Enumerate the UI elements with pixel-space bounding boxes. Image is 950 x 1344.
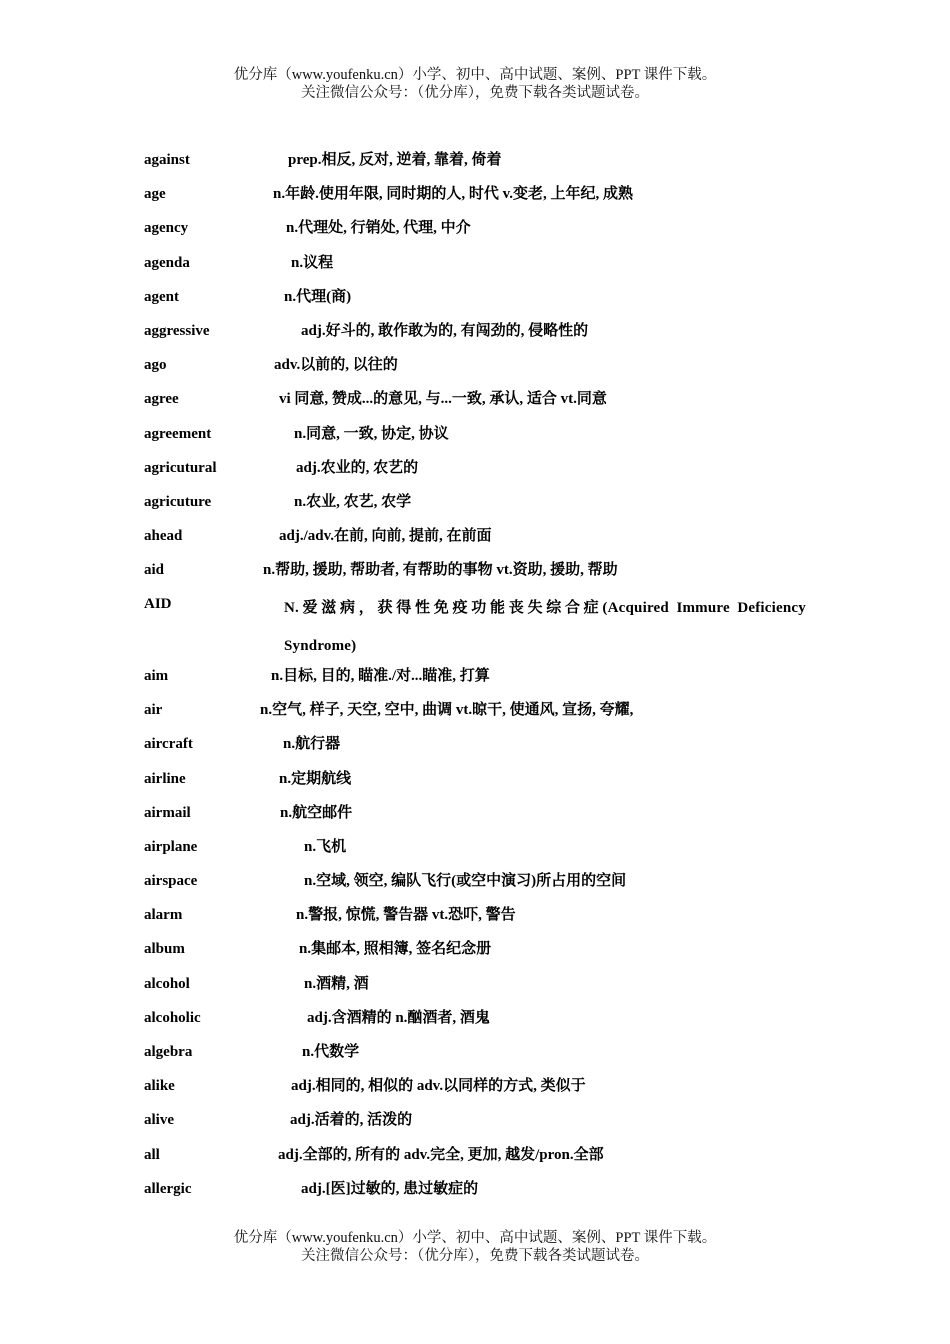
entry-definition: n.航空邮件 [280, 804, 353, 821]
entry-word: agency [144, 220, 189, 237]
entry-word: agricutural [144, 459, 217, 476]
entry-definition: n.代数学 [302, 1044, 360, 1060]
entry-definition: n.代理处, 行销处, 代理, 中介 [286, 220, 471, 237]
entry-definition: adj.全部的, 所有的 adv.完全, 更加, 越发/pron.全部 [278, 1146, 604, 1163]
vocab-entry [144, 662, 824, 696]
vocab-entry [144, 1038, 824, 1072]
entry-definition: n.空域, 领空, 编队飞行(或空中演习)所占用的空间 [304, 873, 627, 890]
entry-word: alcohol [144, 975, 190, 992]
vocab-entry [144, 522, 824, 556]
vocab-entry [144, 833, 824, 867]
entry-definition: n.同意, 一致, 协定, 协议 [294, 425, 449, 442]
page-footer [0, 1229, 950, 1265]
entry-word: aircraft [144, 736, 193, 753]
entry-word: ago [144, 357, 167, 374]
vocabulary-list [144, 146, 824, 1209]
vocab-entry [144, 970, 824, 1004]
vocab-entry [144, 351, 824, 385]
entry-definition: adv.以前的, 以往的 [274, 357, 398, 374]
entry-word: agenda [144, 254, 190, 271]
entry-word: age [144, 186, 166, 203]
entry-word: airspace [144, 873, 198, 890]
entry-definition: n.飞机 [304, 838, 347, 855]
footer-line-2: 关注微信公众号：（优分库），免费下载各类试题试卷。 [301, 1248, 649, 1264]
entry-definition: n.集邮本, 照相簿, 签名纪念册 [299, 941, 492, 958]
vocab-entry [144, 420, 824, 454]
entry-definition: adj.好斗的, 敢作敢为的, 有闯劲的, 侵略性的 [301, 322, 589, 339]
entry-definition: adj./adv.在前, 向前, 提前, 在前面 [279, 528, 492, 545]
entry-word: agent [144, 288, 179, 305]
vocab-entry [144, 385, 824, 419]
vocab-entry [144, 1106, 824, 1140]
vocab-entry [144, 935, 824, 969]
entry-word: allergic [144, 1180, 192, 1197]
entry-word: air [144, 702, 163, 719]
entry-word: airmail [144, 804, 191, 821]
vocab-entry [144, 454, 824, 488]
entry-definition: n.农业, 农艺, 农学 [294, 493, 412, 510]
entry-definition: vi 同意, 赞成...的意见, 与...一致, 承认, 适合 vt.同意 [279, 391, 607, 408]
vocab-entry [144, 146, 824, 180]
entry-definition: adj.相同的, 相似的 adv.以同样的方式, 类似于 [291, 1078, 586, 1095]
vocab-entry [144, 1141, 824, 1175]
vocab-entry [144, 214, 824, 248]
entry-definition: n.警报, 惊慌, 警告器 vt.恐吓, 警告 [296, 907, 516, 924]
entry-definition: adj.[医]过敏的, 患过敏症的 [301, 1180, 479, 1197]
entry-definition: n.议程 [291, 254, 334, 271]
entry-definition: n.帮助, 援助, 帮助者, 有帮助的事物 vt.资助, 援助, 帮助 [263, 562, 618, 579]
entry-word: airline [144, 770, 186, 787]
entry-word: alive [144, 1112, 174, 1129]
vocab-entry [144, 1072, 824, 1106]
entry-word: aim [144, 667, 169, 684]
entry-word: aggressive [144, 322, 210, 339]
vocab-entry [144, 556, 824, 590]
entry-definition: n.目标, 目的, 瞄准./对...瞄准, 打算 [271, 667, 490, 684]
entry-definition: n.酒精, 酒 [304, 975, 369, 992]
entry-definition: n.代理(商) [284, 288, 352, 305]
vocab-entry [144, 249, 824, 283]
page-header [0, 66, 950, 102]
entry-word: ahead [144, 528, 183, 545]
entry-word: aid [144, 562, 165, 579]
entry-definition: prep.相反, 反对, 逆着, 靠着, 倚着 [288, 152, 502, 168]
entry-word: alike [144, 1078, 175, 1095]
footer-line-1: 优分库（www.youfenku.cn）小学、初中、高中试题、案例、PPT 课件下载。 [233, 1230, 717, 1246]
entry-definition: adj.农业的, 农艺的 [296, 459, 419, 476]
entry-word: alarm [144, 907, 183, 924]
header-line-2: 关注微信公众号：（优分库），免费下载各类试题试卷。 [301, 85, 649, 101]
vocab-entry [144, 696, 824, 730]
entry-word: album [144, 941, 185, 958]
vocab-entry [144, 765, 824, 799]
entry-word: airplane [144, 838, 198, 855]
header-line-1: 优分库（www.youfenku.cn）小学、初中、高中试题、案例、PPT 课件下载。 [233, 67, 717, 83]
entry-definition: n.定期航线 [279, 770, 352, 787]
entry-definition: n.航行器 [283, 736, 341, 753]
vocab-entry [144, 730, 824, 764]
entry-definition: N.爱滋病，获得性免疫功能丧失综合症(Acquired Immure Deficiency Syndrome) [284, 600, 806, 654]
entry-word: AID [144, 596, 172, 613]
vocab-entry [144, 488, 824, 522]
entry-word: agreement [144, 425, 212, 442]
entry-definition: n.年龄.使用年限, 同时期的人, 时代 v.变老, 上年纪, 成熟 [273, 186, 634, 203]
entry-word: alcoholic [144, 1009, 201, 1026]
vocab-entry [144, 590, 824, 662]
vocab-entry [144, 799, 824, 833]
entry-definition: adj.含酒精的 n.酗酒者, 酒鬼 [307, 1009, 490, 1026]
entry-word: agree [144, 391, 179, 408]
vocab-entry [144, 180, 824, 214]
vocab-entry [144, 283, 824, 317]
entry-word: agricuture [144, 493, 212, 510]
entry-definition: n.空气, 样子, 天空, 空中, 曲调 vt.晾干, 使通风, 宣扬, 夸耀, [260, 702, 634, 719]
vocab-entry [144, 901, 824, 935]
entry-word: against [144, 152, 190, 168]
vocab-entry [144, 1175, 824, 1209]
entry-word: algebra [144, 1044, 193, 1060]
vocab-entry [144, 867, 824, 901]
entry-word: all [144, 1146, 160, 1163]
vocab-entry [144, 1004, 824, 1038]
vocab-entry [144, 317, 824, 351]
entry-definition: adj.活着的, 活泼的 [290, 1112, 413, 1129]
